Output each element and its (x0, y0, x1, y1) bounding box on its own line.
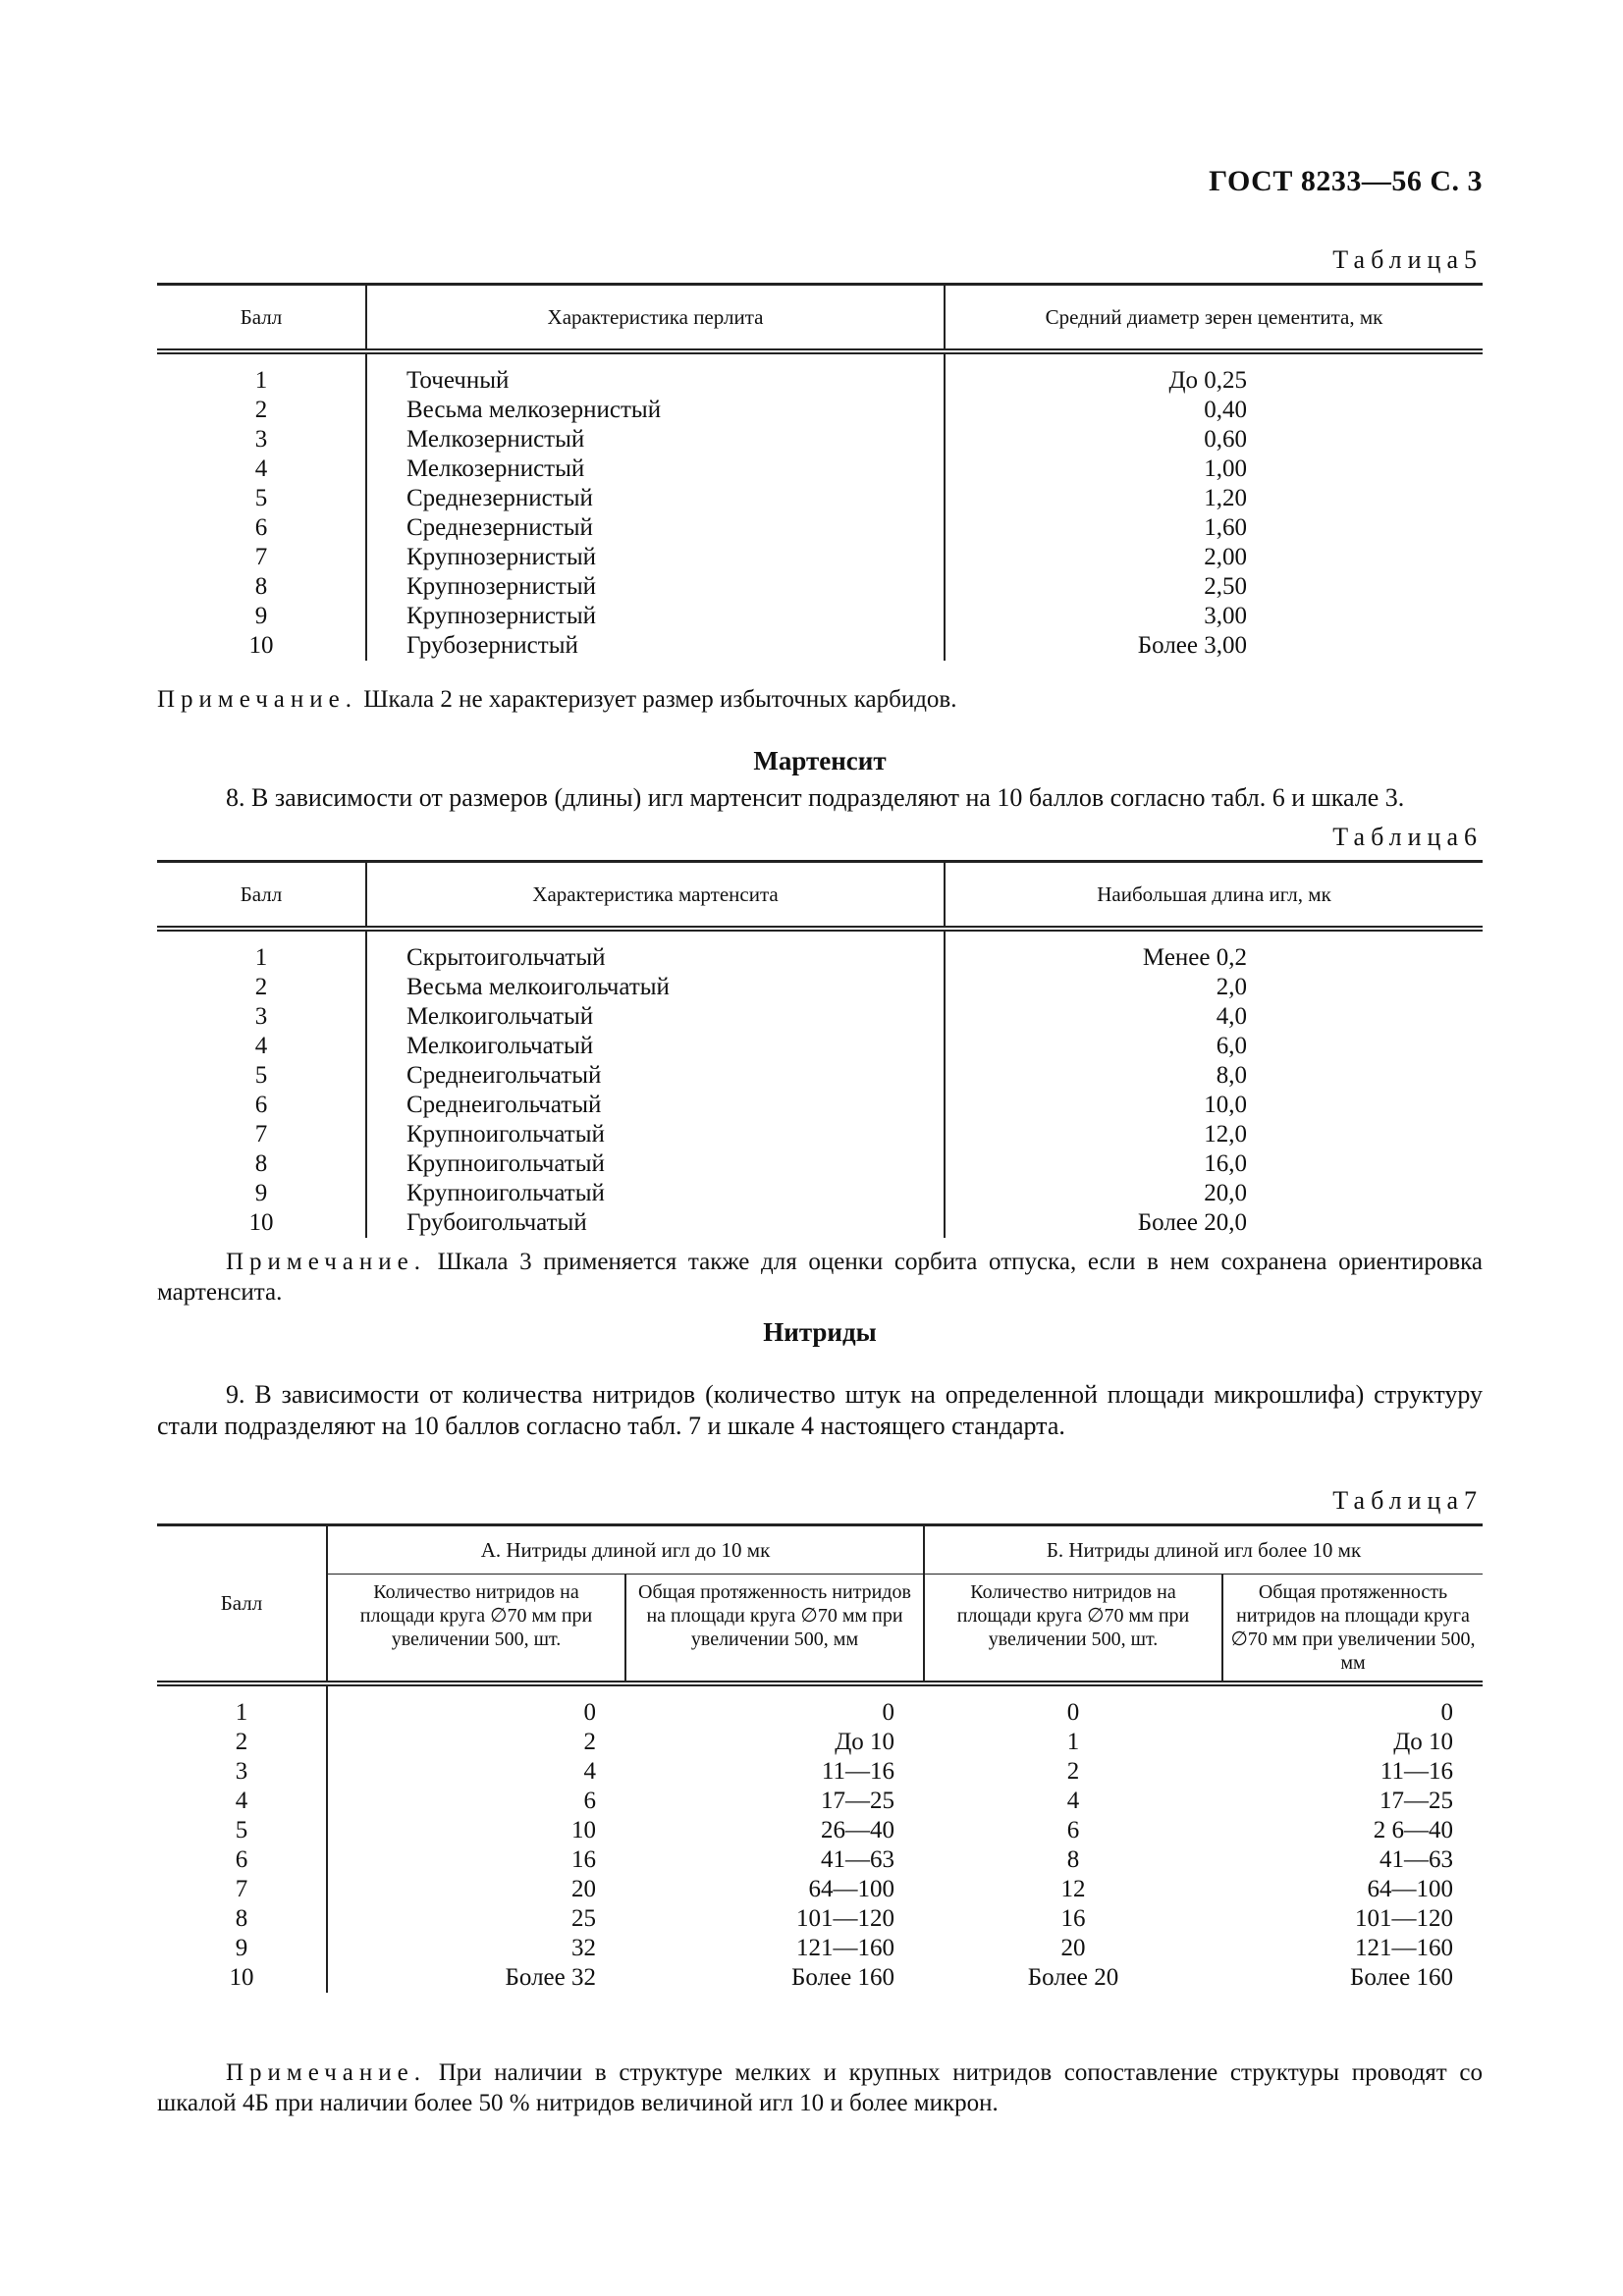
characteristic-cell: Среднеигольчатый (366, 1061, 945, 1091)
characteristic-cell: Скрытоигольчатый (366, 929, 945, 973)
table6 (157, 860, 1483, 1238)
a-count-cell: 0 (327, 1683, 625, 1728)
table-row (157, 1963, 1483, 1993)
table5 (157, 283, 1483, 661)
ball-cell: 5 (254, 1062, 268, 1089)
table5-header-ball: Балл (157, 285, 366, 352)
table7-header-group-b: Б. Нитриды длиной игл более 10 мк (924, 1525, 1483, 1575)
a-count-cell: Более 32 (327, 1963, 625, 1993)
table-row (157, 351, 1483, 396)
table-row (157, 631, 1483, 661)
b-length-cell: До 10 (1393, 1729, 1453, 1755)
value-cell: 1,00 (945, 454, 1483, 484)
b-length-cell: 101—120 (1355, 1905, 1453, 1932)
characteristic-cell: Грубоигольчатый (366, 1208, 945, 1238)
note-3 (157, 2057, 1483, 2118)
ball-cell: 5 (235, 1817, 248, 1843)
table-row (157, 1091, 1483, 1120)
table7-header-a-count: Количество нитридов на площади круга ∅70 мм при увеличении 500, шт. (327, 1575, 625, 1684)
ball-cell: 4 (235, 1788, 248, 1814)
table-row (157, 1728, 1483, 1757)
characteristic-cell: Мелкоигольчатый (366, 1002, 945, 1032)
table6-body (157, 929, 1483, 1238)
b-count-cell: Более 20 (1027, 1964, 1119, 1991)
ball-cell: 3 (254, 426, 268, 453)
a-length-cell: 17—25 (821, 1788, 894, 1814)
table-row (157, 973, 1483, 1002)
value-cell: Менее 0,2 (945, 929, 1483, 973)
characteristic-cell: Крупнозернистый (366, 543, 945, 572)
characteristic-cell: Крупнозернистый (366, 602, 945, 631)
ball-cell: 7 (235, 1876, 248, 1902)
ball-cell: 2 (235, 1729, 248, 1755)
ball-cell: 3 (235, 1758, 248, 1785)
b-count-cell: 1 (1066, 1729, 1080, 1755)
ball-cell: 1 (254, 367, 268, 394)
table-row (157, 1120, 1483, 1149)
value-cell: 2,0 (945, 973, 1483, 1002)
value-cell: 1,60 (945, 513, 1483, 543)
table7-header-b-count: Количество нитридов на площади круга ∅70 мм при увеличении 500, шт. (924, 1575, 1222, 1684)
a-length-cell: 64—100 (808, 1876, 894, 1902)
ball-cell: 6 (254, 514, 268, 541)
table-row (157, 484, 1483, 513)
table-row (157, 1757, 1483, 1787)
table7-label: Таблица7 (1332, 1486, 1483, 1515)
ball-cell: 6 (235, 1846, 248, 1873)
table7-header-a-length: Общая протяженность нитридов на площади круга ∅70 мм при увеличении 500, мм (625, 1575, 924, 1684)
table6-header-ball: Балл (157, 862, 366, 930)
table5-header-characteristic: Характеристика перлита (366, 285, 945, 352)
value-cell: 20,0 (945, 1179, 1483, 1208)
characteristic-cell: Среднезернистый (366, 484, 945, 513)
characteristic-cell: Весьма мелкозернистый (366, 396, 945, 425)
note-2-text: Шкала 3 применяется также для оценки сорбита отпуска, если в нем сохранена ориентировка мартенсита. (157, 1249, 1483, 1306)
table-row (157, 1032, 1483, 1061)
characteristic-cell: Среднезернистый (366, 513, 945, 543)
b-count-cell: 8 (1066, 1846, 1080, 1873)
ball-cell: 10 (229, 1964, 254, 1991)
a-count-cell: 6 (327, 1787, 625, 1816)
value-cell: Более 3,00 (945, 631, 1483, 661)
ball-cell: 7 (254, 1121, 268, 1148)
value-cell: 0,60 (945, 425, 1483, 454)
table7 (157, 1523, 1483, 1993)
table6-label: Таблица6 (1332, 823, 1483, 851)
a-count-cell: 25 (327, 1904, 625, 1934)
table-row (157, 572, 1483, 602)
note-3-prefix: Примечание. (226, 2059, 427, 2086)
b-length-cell: 2 6—40 (1373, 1817, 1453, 1843)
characteristic-cell: Грубозернистый (366, 631, 945, 661)
ball-cell: 9 (235, 1935, 248, 1961)
a-length-cell: До 10 (835, 1729, 894, 1755)
table7-body (157, 1683, 1483, 1993)
table6-header-characteristic: Характеристика мартенсита (366, 862, 945, 930)
characteristic-cell: Крупноигольчатый (366, 1179, 945, 1208)
table-row (157, 1875, 1483, 1904)
value-cell: 4,0 (945, 1002, 1483, 1032)
note-1-text: Шкала 2 не характеризует размер избыточных карбидов. (357, 686, 957, 713)
table-row (157, 1934, 1483, 1963)
value-cell: 12,0 (945, 1120, 1483, 1149)
ball-cell: 1 (235, 1699, 248, 1726)
b-length-cell: Более 160 (1350, 1964, 1453, 1991)
ball-cell: 4 (254, 1033, 268, 1059)
table-row (157, 1061, 1483, 1091)
a-length-cell: Более 160 (791, 1964, 894, 1991)
b-count-cell: 16 (1060, 1905, 1086, 1932)
b-count-cell: 0 (1066, 1699, 1080, 1726)
ball-cell: 4 (254, 455, 268, 482)
b-count-cell: 2 (1066, 1758, 1080, 1785)
characteristic-cell: Среднеигольчатый (366, 1091, 945, 1120)
table-row (157, 396, 1483, 425)
table-row (157, 1002, 1483, 1032)
ball-cell: 1 (254, 944, 268, 971)
b-count-cell: 12 (1060, 1876, 1086, 1902)
characteristic-cell: Мелкозернистый (366, 425, 945, 454)
b-length-cell: 41—63 (1380, 1846, 1453, 1873)
a-length-cell: 101—120 (796, 1905, 894, 1932)
value-cell: 2,00 (945, 543, 1483, 572)
table5-header-diameter: Средний диаметр зерен цементита, мк (945, 285, 1483, 352)
table-row (157, 454, 1483, 484)
note-2-prefix: Примечание. (226, 1249, 427, 1275)
characteristic-cell: Весьма мелкоигольчатый (366, 973, 945, 1002)
table-row (157, 513, 1483, 543)
a-count-cell: 10 (327, 1816, 625, 1845)
a-count-cell: 4 (327, 1757, 625, 1787)
value-cell: До 0,25 (945, 351, 1483, 396)
a-length-cell: 11—16 (821, 1758, 894, 1785)
ball-cell: 8 (254, 1150, 268, 1177)
note-1-prefix: Примечание. (157, 686, 358, 713)
table7-header-group-a: А. Нитриды длиной игл до 10 мк (327, 1525, 924, 1575)
value-cell: Более 20,0 (945, 1208, 1483, 1238)
table7-header-ball: Балл (157, 1525, 327, 1684)
value-cell: 10,0 (945, 1091, 1483, 1120)
ball-cell: 9 (254, 603, 268, 629)
characteristic-cell: Точечный (366, 351, 945, 396)
ball-cell: 9 (254, 1180, 268, 1206)
ball-cell: 10 (248, 1209, 274, 1236)
ball-cell: 10 (248, 632, 274, 659)
characteristic-cell: Мелкозернистый (366, 454, 945, 484)
ball-cell: 8 (235, 1905, 248, 1932)
page-header: ГОСТ 8233—56 С. 3 (1209, 165, 1483, 197)
table-row (157, 425, 1483, 454)
b-count-cell: 20 (1060, 1935, 1086, 1961)
ball-cell: 3 (254, 1003, 268, 1030)
table-row (157, 1816, 1483, 1845)
value-cell: 8,0 (945, 1061, 1483, 1091)
table-row (157, 1683, 1483, 1728)
b-length-cell: 11—16 (1380, 1758, 1453, 1785)
b-length-cell: 17—25 (1380, 1788, 1453, 1814)
b-length-cell: 64—100 (1367, 1876, 1453, 1902)
table-row (157, 1904, 1483, 1934)
table7-header-b-length: Общая протяженность нитридов на площади круга ∅70 мм при увеличении 500, мм (1222, 1575, 1483, 1684)
ball-cell: 2 (254, 974, 268, 1000)
b-count-cell: 6 (1066, 1817, 1080, 1843)
a-count-cell: 2 (327, 1728, 625, 1757)
note-2 (157, 1247, 1483, 1308)
table-row (157, 1845, 1483, 1875)
b-length-cell: 121—160 (1355, 1935, 1453, 1961)
b-length-cell: 0 (1440, 1699, 1453, 1726)
table-row (157, 1149, 1483, 1179)
value-cell: 6,0 (945, 1032, 1483, 1061)
ball-cell: 6 (254, 1092, 268, 1118)
ball-cell: 8 (254, 573, 268, 600)
ball-cell: 5 (254, 485, 268, 511)
characteristic-cell: Крупноигольчатый (366, 1120, 945, 1149)
value-cell: 2,50 (945, 572, 1483, 602)
ball-cell: 2 (254, 397, 268, 423)
value-cell: 1,20 (945, 484, 1483, 513)
paragraph-8: 8. В зависимости от размеров (длины) игл мартенсит подразделяют на 10 баллов согласно табл. 6 и шкале 3. (226, 783, 1405, 812)
table-row (157, 929, 1483, 973)
heading-martensite: Мартенсит (753, 746, 887, 775)
table-row (157, 543, 1483, 572)
heading-nitrides: Нитриды (763, 1317, 877, 1347)
note-1 (157, 684, 1483, 715)
b-count-cell: 4 (1066, 1788, 1080, 1814)
a-count-cell: 20 (327, 1875, 625, 1904)
note-3-text: При наличии в структуре мелких и крупных нитридов сопоставление структуры проводят со шкалой 4Б при наличии более 50 % нитридов величиной игл 10 и более микрон. (157, 2059, 1483, 2116)
table-row (157, 602, 1483, 631)
value-cell: 3,00 (945, 602, 1483, 631)
a-length-cell: 26—40 (821, 1817, 894, 1843)
a-length-cell: 0 (882, 1699, 894, 1726)
value-cell: 0,40 (945, 396, 1483, 425)
table-row (157, 1179, 1483, 1208)
characteristic-cell: Крупноигольчатый (366, 1149, 945, 1179)
a-length-cell: 121—160 (796, 1935, 894, 1961)
table5-body (157, 351, 1483, 661)
table6-header-length: Наибольшая длина игл, мк (945, 862, 1483, 930)
a-count-cell: 16 (327, 1845, 625, 1875)
table-row (157, 1208, 1483, 1238)
table-row (157, 1787, 1483, 1816)
value-cell: 16,0 (945, 1149, 1483, 1179)
paragraph-9: 9. В зависимости от количества нитридов (количество штук на определенной площади микрошлифа) структуру стали подразделяют на 10 баллов согласно табл. 7 и шкале 4 настоящего стандарта. (157, 1380, 1483, 1440)
characteristic-cell: Крупнозернистый (366, 572, 945, 602)
ball-cell: 7 (254, 544, 268, 570)
table5-label: Таблица5 (1332, 245, 1483, 274)
a-count-cell: 32 (327, 1934, 625, 1963)
a-length-cell: 41—63 (821, 1846, 894, 1873)
characteristic-cell: Мелкоигольчатый (366, 1032, 945, 1061)
